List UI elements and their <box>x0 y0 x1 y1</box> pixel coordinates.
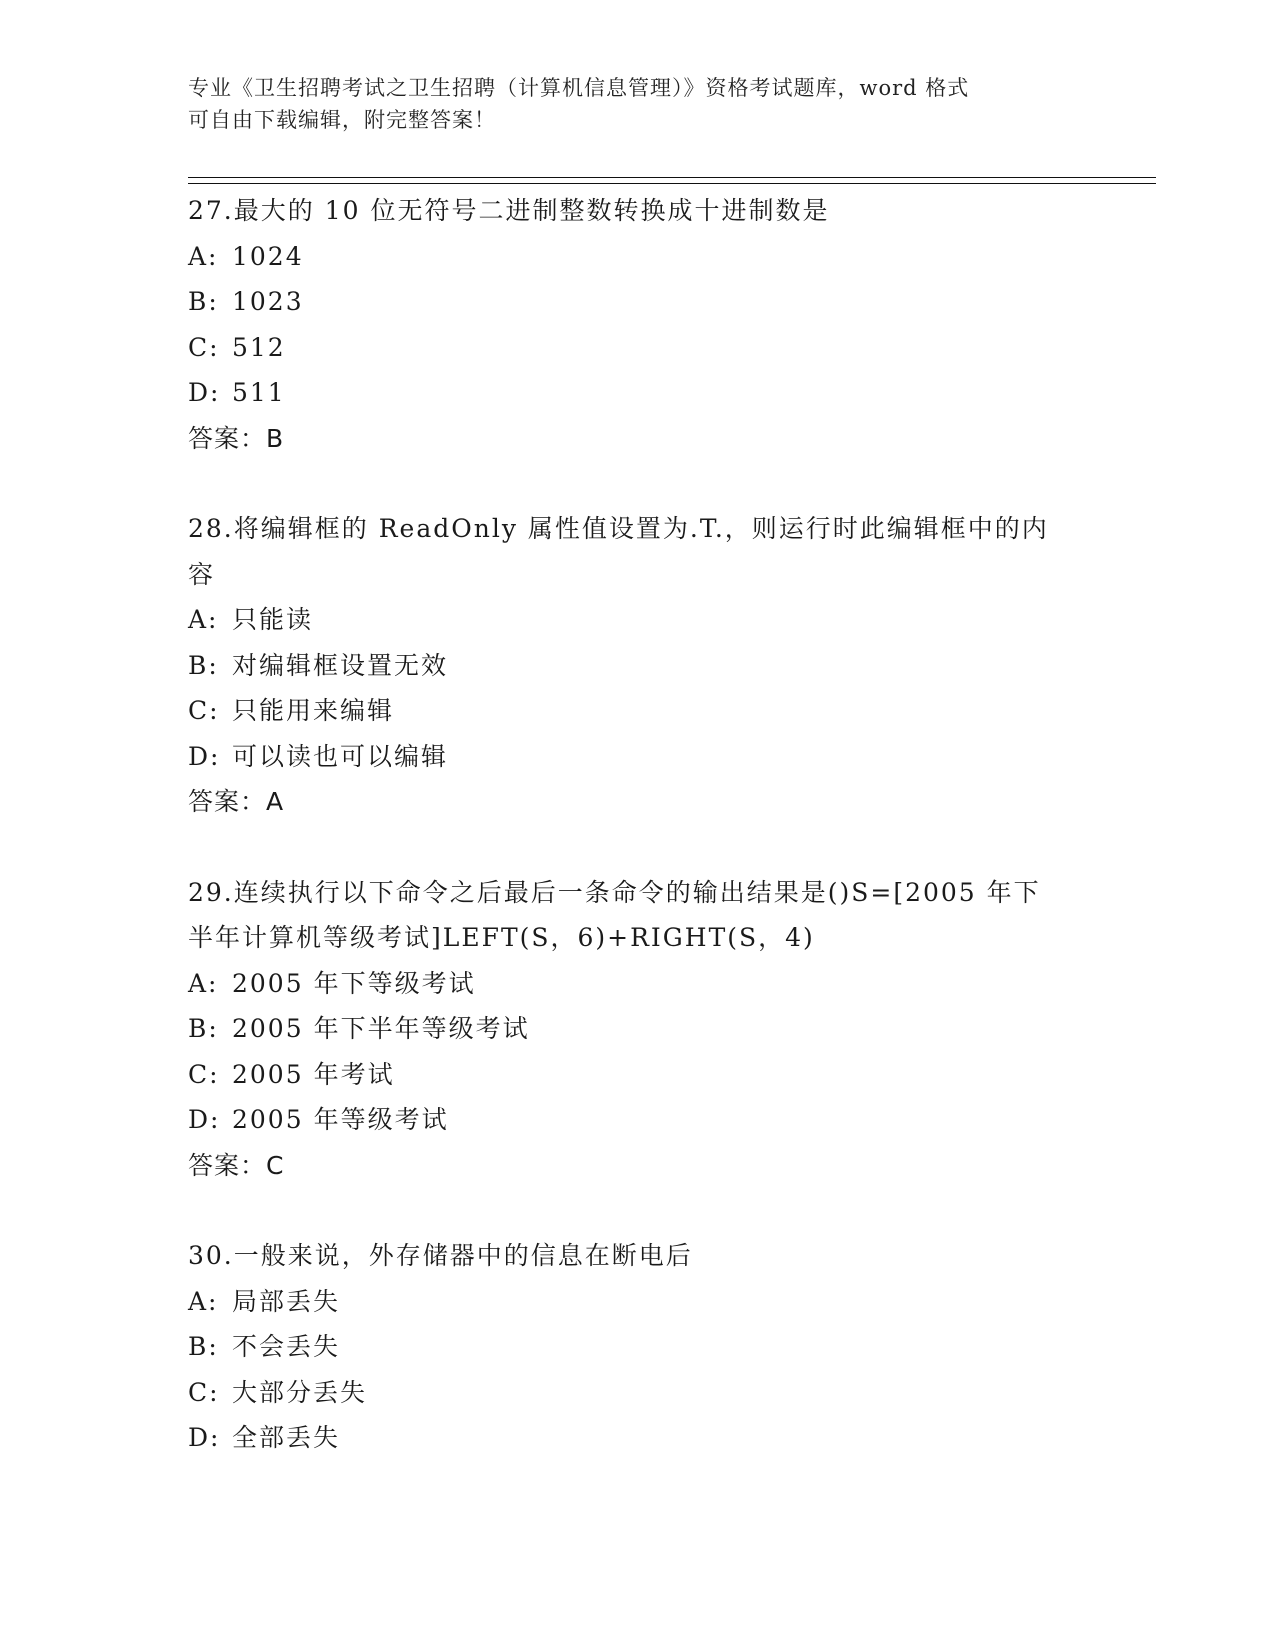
option-d <box>188 734 1088 780</box>
option-letter: A: <box>188 605 219 634</box>
option-text: 2005 年下等级考试 <box>232 968 476 998</box>
option-text: 只能读 <box>232 605 314 634</box>
question-29 <box>188 870 1088 1189</box>
option-text: 全部丢失 <box>232 1423 341 1452</box>
option-a <box>188 234 1088 280</box>
option-a <box>188 597 1088 643</box>
option-letter: A: <box>188 241 219 271</box>
option-text: 2005 年等级考试 <box>232 1105 449 1134</box>
option-letter: B: <box>188 650 219 680</box>
option-letter: A: <box>188 968 219 998</box>
option-letter: C: <box>188 332 220 362</box>
option-text: 局部丢失 <box>232 1286 341 1316</box>
question-list <box>188 188 1088 1461</box>
option-letter: D: <box>188 378 221 407</box>
option-text: 大部分丢失 <box>232 1377 368 1407</box>
question-27 <box>188 188 1088 461</box>
question-30 <box>188 1233 1088 1461</box>
option-text: 1023 <box>232 287 304 316</box>
option-text: 1024 <box>232 241 304 271</box>
option-b <box>188 1324 1088 1370</box>
option-text: 不会丢失 <box>232 1332 341 1361</box>
answer-line: 答案：C <box>188 1150 285 1180</box>
option-letter: C: <box>188 696 220 725</box>
question-stem: 28.将编辑框的 ReadOnly 属性值设置为.T.，则运行时此编辑框中的内 <box>188 514 1049 543</box>
answer-line: 答案：B <box>188 423 285 453</box>
option-letter: B: <box>188 1014 219 1043</box>
option-letter: A: <box>188 1286 219 1316</box>
option-c <box>188 1370 1088 1416</box>
question-spacer <box>188 461 1088 506</box>
option-letter: C: <box>188 1377 220 1407</box>
question-stem-continued: 容 <box>188 559 216 589</box>
option-a <box>188 961 1088 1007</box>
header-divider-top <box>188 177 1156 178</box>
option-text: 只能用来编辑 <box>232 696 395 725</box>
option-text: 2005 年考试 <box>232 1059 395 1089</box>
option-letter: D: <box>188 1423 221 1452</box>
option-letter: D: <box>188 741 221 771</box>
option-text: 对编辑框设置无效 <box>232 650 449 680</box>
header-divider-bottom <box>188 183 1156 184</box>
option-b <box>188 279 1088 325</box>
question-spacer <box>188 1188 1088 1233</box>
option-letter: C: <box>188 1059 220 1089</box>
answer-line: 答案：A <box>188 787 285 816</box>
option-text: 512 <box>232 332 286 362</box>
option-d <box>188 1097 1088 1143</box>
option-text: 2005 年下半年等级考试 <box>232 1014 530 1043</box>
option-text: 511 <box>232 378 286 407</box>
question-28 <box>188 506 1088 825</box>
question-stem: 27.最大的 10 位无符号二进制整数转换成十进制数是 <box>188 196 830 225</box>
option-c <box>188 688 1088 734</box>
header-line-2: 可自由下载编辑，附完整答案！ <box>188 108 496 132</box>
header-line-1: 专业《卫生招聘考试之卫生招聘（计算机信息管理）》资格考试题库，word 格式 <box>188 76 970 100</box>
option-letter: D: <box>188 1105 221 1134</box>
option-c <box>188 325 1088 371</box>
option-d <box>188 1415 1088 1461</box>
option-b <box>188 643 1088 689</box>
question-spacer <box>188 825 1088 870</box>
option-b <box>188 1006 1088 1052</box>
question-stem: 30.一般来说，外存储器中的信息在断电后 <box>188 1241 693 1270</box>
document-header <box>188 72 1088 136</box>
option-a <box>188 1279 1088 1325</box>
question-stem-continued: 半年计算机等级考试]LEFT(S，6)+RIGHT(S，4) <box>188 923 815 952</box>
option-letter: B: <box>188 287 219 316</box>
option-d <box>188 370 1088 416</box>
option-letter: B: <box>188 1332 219 1361</box>
option-c <box>188 1052 1088 1098</box>
question-stem: 29.连续执行以下命令之后最后一条命令的输出结果是()S=[2005 年下 <box>188 877 1041 907</box>
option-text: 可以读也可以编辑 <box>232 741 449 771</box>
